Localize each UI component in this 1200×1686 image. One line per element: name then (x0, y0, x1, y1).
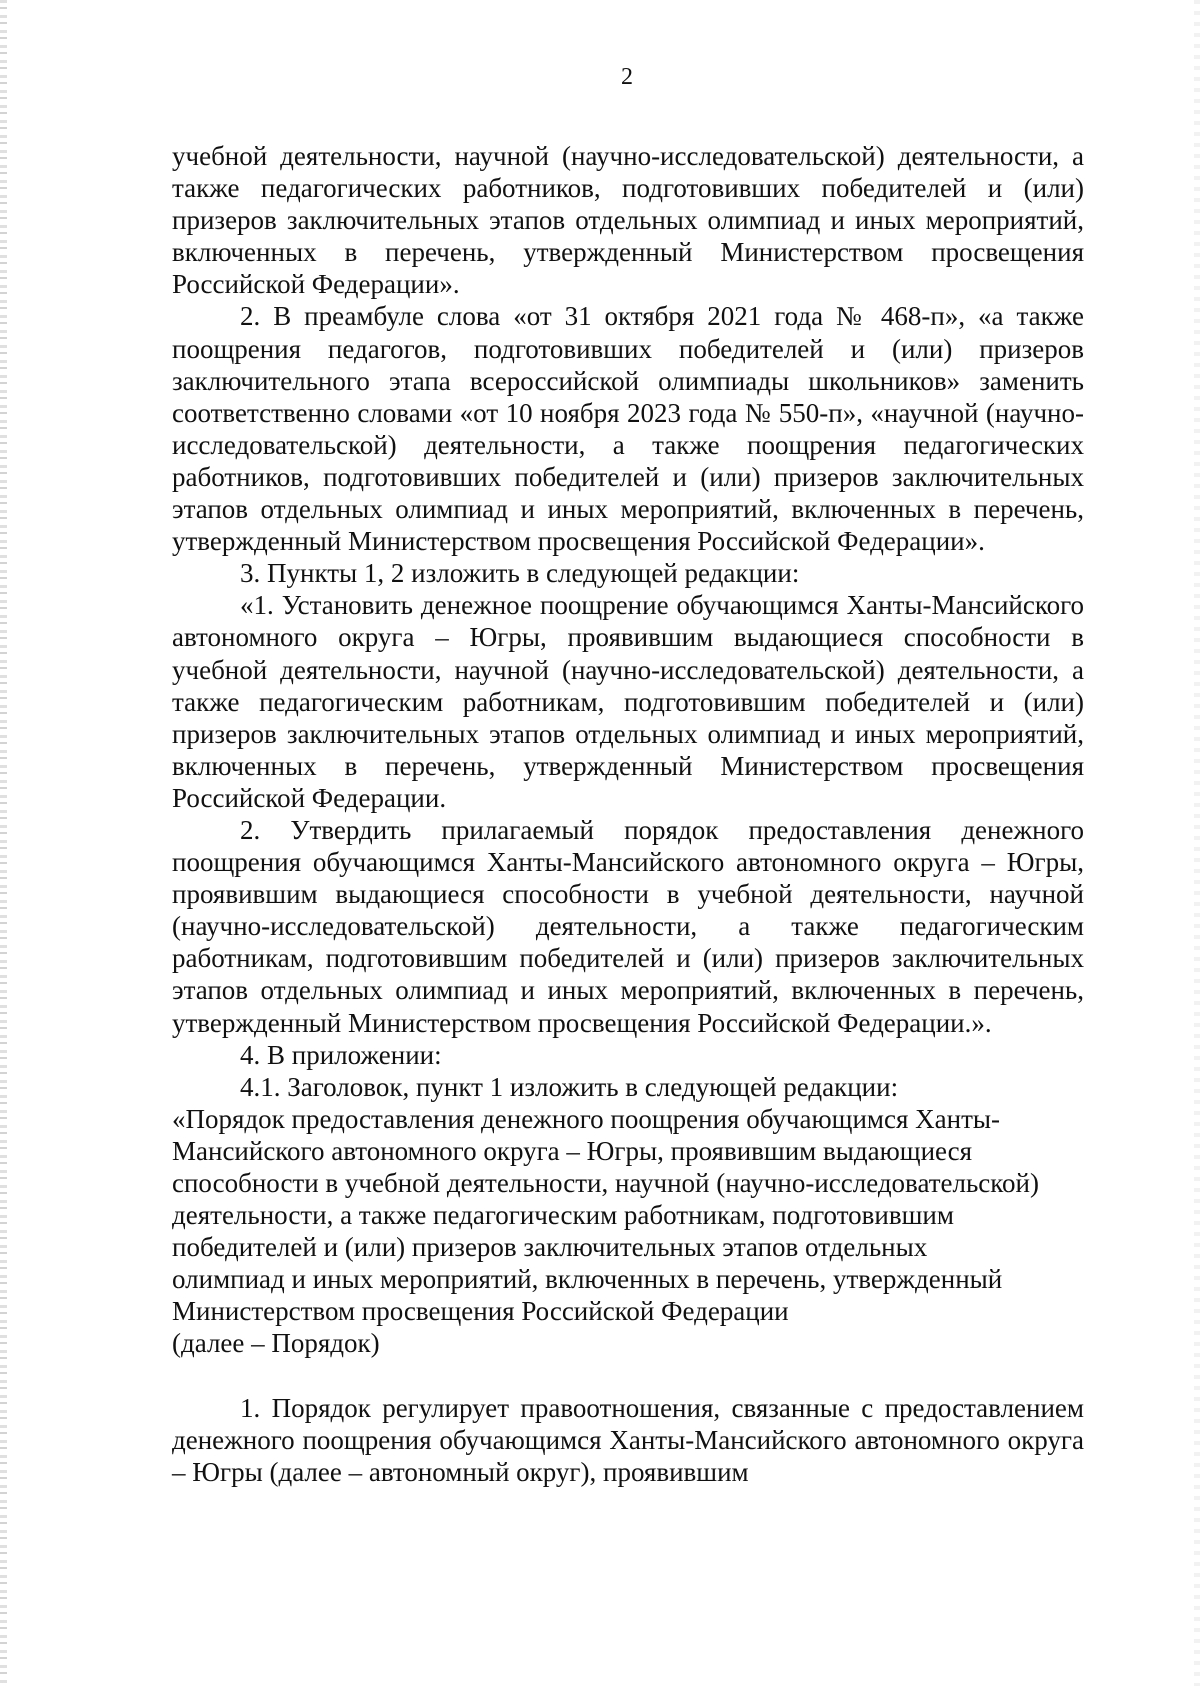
order-title-line: «Порядок предоставления денежного поощрения обучающимся Ханты- (172, 1103, 1001, 1134)
paragraph-item-2: 2. В преамбуле слова «от 31 октября 2021 года № 468-п», «а также поощрения педагогов, подготовивших победителей и (или) призеров заключительного этапа всероссийской олимпиады школьников» заменить соответственно словами «от 10 ноября 2023 года № 550-п», «научной (научно-исследовательской) деятельности, а также поощрения педагогических работников, подготовивших победителей и (или) призеров заключительных этапов отдельных олимпиад и иных мероприятий, включенных в перечень, утвержденный Министерством просвещения Российской Федерации». (172, 301, 1084, 557)
order-title-line: Мансийского автономного округа – Югры, проявившим выдающиеся (172, 1135, 973, 1166)
paragraph-item-3: 3. Пункты 1, 2 изложить в следующей редакции: (240, 558, 800, 589)
paragraph-continuation: учебной деятельности, научной (научно-исследовательской) деятельности, а также педагогических работников, подготовивших победителей и (или) призеров заключительных этапов отдельных олимпиад и иных мероприятий, включенных в перечень, утвержденный Министерством просвещения Российской Федерации». (172, 141, 1084, 300)
scan-right-edge (1194, 0, 1200, 1686)
order-title-line: (далее – Порядок) (172, 1328, 380, 1359)
order-title-line: способности в учебной деятельности, научной (научно-исследовательской) (172, 1168, 1039, 1198)
order-title-line: победителей и (или) призеров заключительных этапов отдельных (172, 1232, 928, 1263)
scan-left-edge (0, 0, 7, 1686)
order-title-line: олимпиад и иных мероприятий, включенных в перечень, утвержденный (172, 1264, 1003, 1295)
paragraph-order-item-1: 1. Порядок регулирует правоотношения, связанные с предоставлением денежного поощрения обучающимся Ханты-Мансийского автономного округа – Югры (далее – автономный округ), проявившим (172, 1392, 1084, 1487)
page-number: 2 (621, 64, 633, 90)
order-title-line: деятельности, а также педагогическим работникам, подготовившим (172, 1200, 954, 1231)
order-title (172, 1103, 1084, 1360)
document-body (172, 140, 1084, 1488)
paragraph-quote-item-1: «1. Установить денежное поощрение обучающимся Ханты-Мансийского автономного округа – Югры, проявившим выдающиеся способности в учебной деятельности, научной (научно-исследовательской) деятельности, а также педагогическим работникам, подготовившим победителей и (или) призеров заключительных этапов отдельных олимпиад и иных мероприятий, включенных в перечень, утвержденный Министерством просвещения Российской Федерации. (172, 590, 1084, 813)
paragraph-quote-item-2: 2. Утвердить прилагаемый порядок предоставления денежного поощрения обучающимся Ханты-Мансийского автономного округа – Югры, проявившим выдающиеся способности в учебной деятельности, научной (научно-исследовательской) деятельности, а также педагогическим работникам, подготовившим победителей и (или) призеров заключительных этапов отдельных олимпиад и иных мероприятий, включенных в перечень, утвержденный Министерством просвещения Российской Федерации.». (172, 814, 1084, 1038)
paragraph-item-4-1: 4.1. Заголовок, пункт 1 изложить в следующей редакции: (240, 1071, 899, 1102)
paragraph-item-4: 4. В приложении: (240, 1039, 442, 1070)
blank-line (172, 1360, 1084, 1392)
order-title-line: Министерством просвещения Российской Федерации (172, 1296, 789, 1327)
